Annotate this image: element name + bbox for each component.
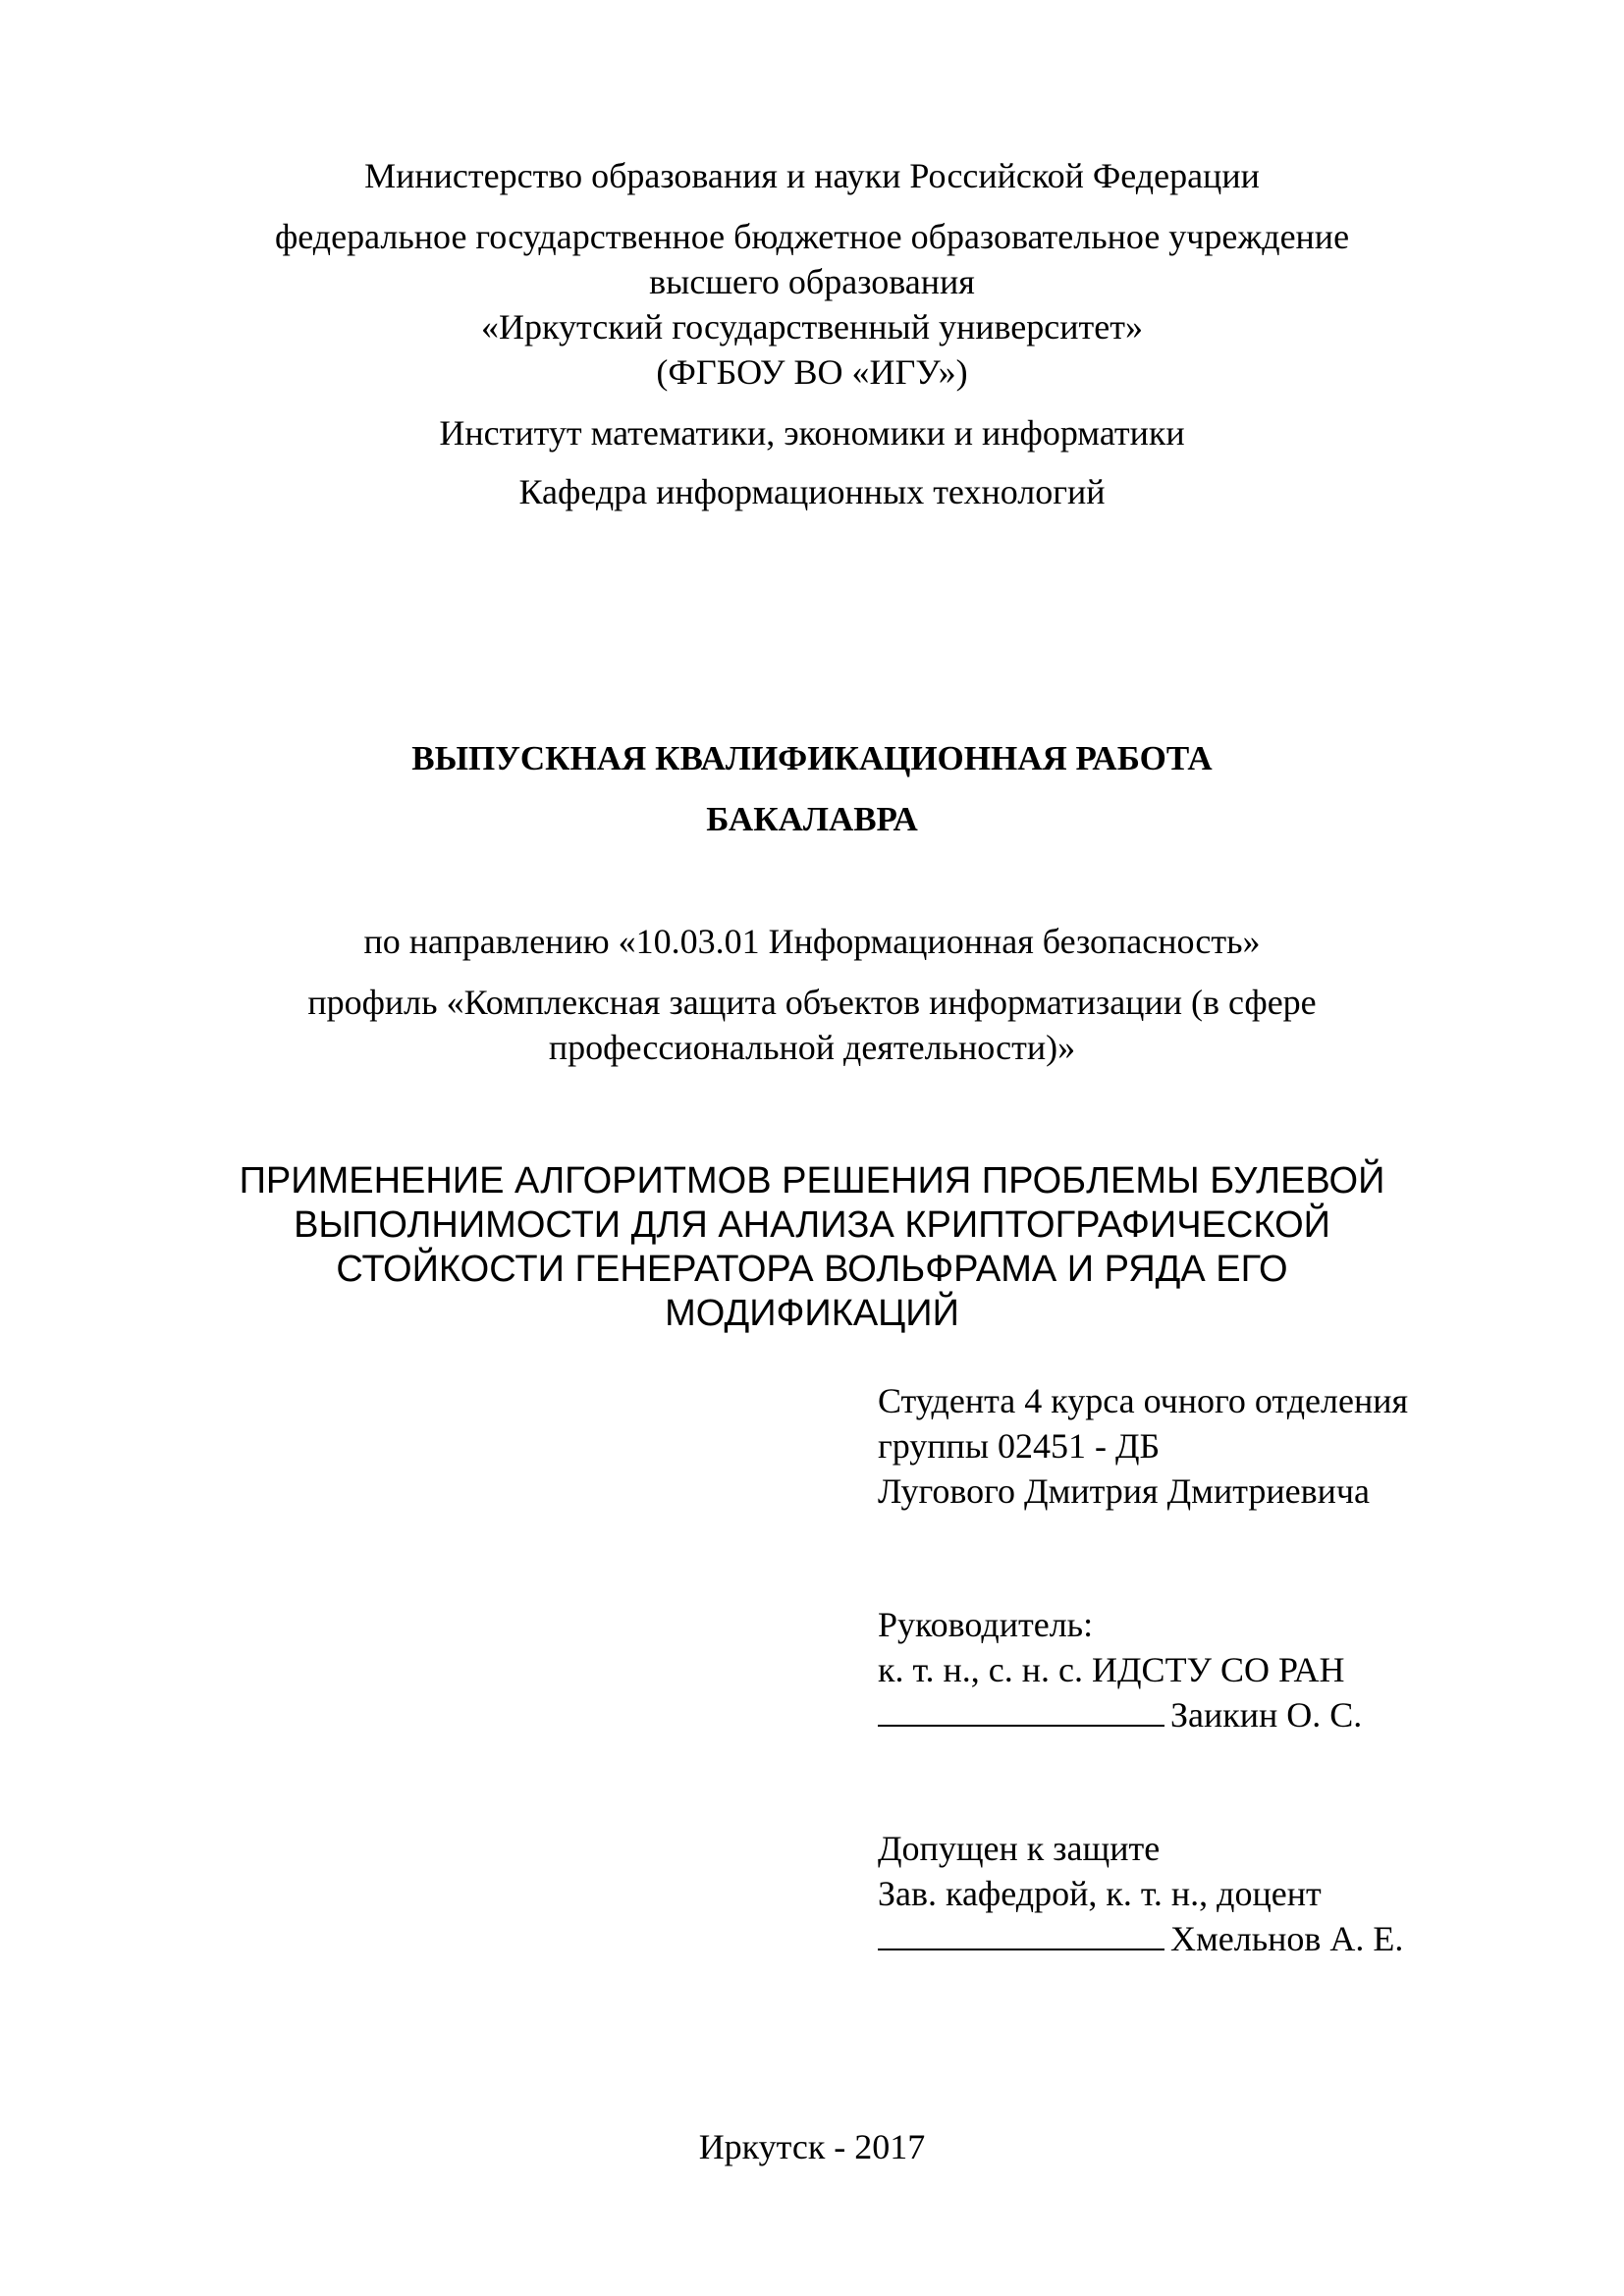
supervisor-signature-line <box>878 1692 1362 1737</box>
work-type-line-1: ВЫПУСКНАЯ КВАЛИФИКАЦИОННАЯ РАБОТА <box>411 739 1213 777</box>
student-group: группы 02451 - ДБ <box>878 1426 1161 1466</box>
institution-line-1: федеральное государственное бюджетное образовательное учреждение <box>274 217 1350 256</box>
university-short-name: (ФГБОУ ВО «ИГУ») <box>656 352 968 392</box>
thesis-title-line-3: СТОЙКОСТИ ГЕНЕРАТОРА ВОЛЬФРАМА И РЯДА ЕГО <box>336 1249 1288 1290</box>
thesis-title-line-2: ВЫПОЛНИМОСТИ ДЛЯ АНАЛИЗА КРИПТОГРАФИЧЕСКОЙ <box>294 1204 1330 1246</box>
department-name: Кафедра информационных технологий <box>518 472 1106 511</box>
approval-position: Зав. кафедрой, к. т. н., доцент <box>878 1874 1322 1913</box>
supervisor-label: Руководитель: <box>878 1605 1094 1644</box>
student-course: Студента 4 курса очного отделения <box>878 1381 1409 1420</box>
university-name: «Иркутский государственный университет» <box>481 307 1143 347</box>
profile-line-2: профессиональной деятельности)» <box>548 1028 1076 1067</box>
city-year: Иркутск - 2017 <box>698 2127 926 2166</box>
signature-blank <box>878 1919 1164 1950</box>
approval-label: Допущен к защите <box>878 1829 1161 1868</box>
institution-line-2: высшего образования <box>649 262 975 301</box>
ministry-line: Министерство образования и науки Российской Федерации <box>364 156 1260 195</box>
approval-signature-line <box>878 1916 1403 1961</box>
direction-line: по направлению «10.03.01 Информационная безопасность» <box>363 922 1261 961</box>
thesis-title-line-1: ПРИМЕНЕНИЕ АЛГОРИТМОВ РЕШЕНИЯ ПРОБЛЕМЫ БУЛЕВОЙ <box>239 1160 1385 1201</box>
supervisor-position: к. т. н., с. н. с. ИДСТУ СО РАН <box>878 1650 1345 1689</box>
thesis-title-line-4: МОДИФИКАЦИЙ <box>665 1293 959 1334</box>
institute-name: Институт математики, экономики и информатики <box>439 413 1185 453</box>
work-type-line-2: БАКАЛАВРА <box>706 800 918 838</box>
student-name: Лугового Дмитрия Дмитриевича <box>878 1471 1370 1511</box>
profile-line-1: профиль «Комплексная защита объектов информатизации (в сфере <box>307 983 1317 1022</box>
signature-blank <box>878 1695 1164 1727</box>
head-of-department-name: Хмельнов А. Е. <box>1170 1919 1404 1958</box>
supervisor-name: Заикин О. С. <box>1170 1695 1363 1735</box>
